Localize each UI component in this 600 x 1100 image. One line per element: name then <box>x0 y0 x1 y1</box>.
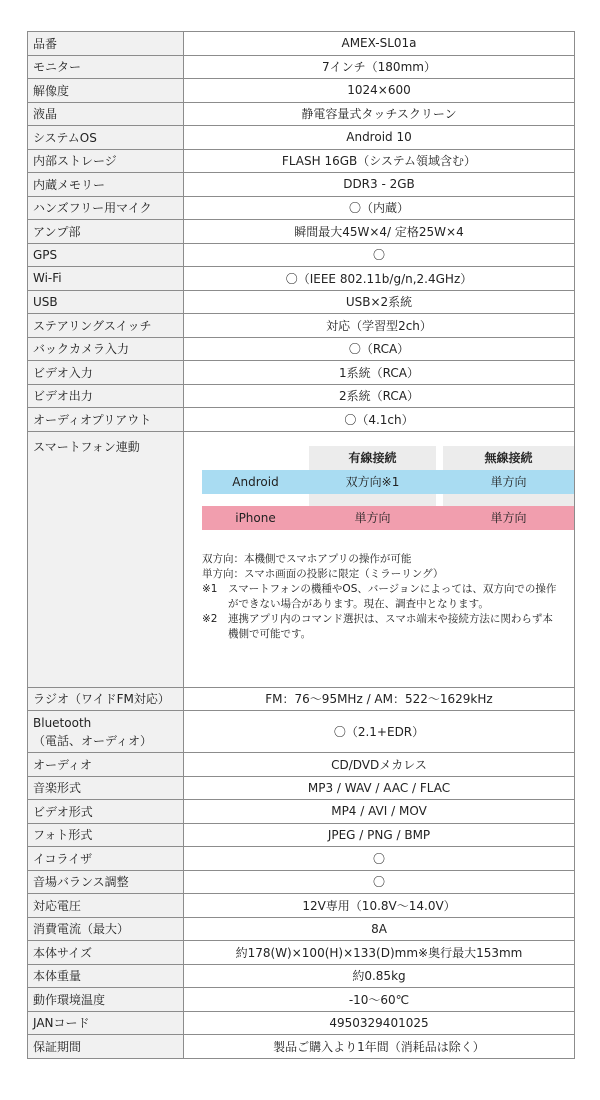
col-header-wireless: 無線接続 <box>443 446 574 470</box>
spec-label: バックカメラ入力 <box>28 337 184 361</box>
spec-value: MP3 / WAV / AAC / FLAC <box>184 776 575 800</box>
spec-value: 〇 <box>184 847 575 871</box>
spec-row <box>28 149 575 173</box>
spec-label: アンプ部 <box>28 220 184 244</box>
spec-row <box>28 800 575 824</box>
spec-label <box>28 711 184 753</box>
android-wired: 双方向※1 <box>345 474 400 489</box>
spec-label: 本体重量 <box>28 964 184 988</box>
spec-table <box>27 31 575 1059</box>
spec-value: JPEG / PNG / BMP <box>184 823 575 847</box>
spec-label-line: Bluetooth <box>33 715 92 730</box>
spec-row <box>28 753 575 777</box>
spec-row <box>28 267 575 291</box>
spec-label: ステアリングスイッチ <box>28 314 184 338</box>
iphone-wired: 単方向 <box>354 510 391 525</box>
spec-value: 8A <box>184 917 575 941</box>
spec-row <box>28 384 575 408</box>
spec-row <box>28 126 575 150</box>
spec-row <box>28 102 575 126</box>
spec-value: 12V専用（10.8V〜14.0V） <box>184 894 575 918</box>
iphone-row <box>202 506 574 530</box>
spec-value: CD/DVDメカレス <box>184 753 575 777</box>
spec-value: 1024×600 <box>184 79 575 103</box>
spec-label: 音場バランス調整 <box>28 870 184 894</box>
spec-row <box>28 941 575 965</box>
spec-label: 保証期間 <box>28 1035 184 1059</box>
spec-label: USB <box>28 290 184 314</box>
spec-value: 1系統（RCA） <box>184 361 575 385</box>
spec-value: 2系統（RCA） <box>184 384 575 408</box>
spec-value: 〇（内蔵） <box>184 196 575 220</box>
spec-row <box>28 361 575 385</box>
spec-label: 品番 <box>28 32 184 56</box>
spec-label: 解像度 <box>28 79 184 103</box>
spec-value: 製品ご購入より1年間（消耗品は除く） <box>184 1035 575 1059</box>
spec-row <box>28 964 575 988</box>
spec-label: 液晶 <box>28 102 184 126</box>
spec-row <box>28 32 575 56</box>
spec-value: MP4 / AVI / MOV <box>184 800 575 824</box>
spec-row <box>28 870 575 894</box>
spec-row <box>28 290 575 314</box>
spec-row <box>28 314 575 338</box>
spec-label: 音楽形式 <box>28 776 184 800</box>
spec-value: 対応（学習型2ch） <box>184 314 575 338</box>
spec-row <box>28 55 575 79</box>
spec-label: JANコード <box>28 1011 184 1035</box>
spec-label: GPS <box>28 243 184 267</box>
spec-label: イコライザ <box>28 847 184 871</box>
spec-row <box>28 823 575 847</box>
spec-row <box>28 79 575 103</box>
spec-value: Android 10 <box>184 126 575 150</box>
spec-label: 内蔵メモリー <box>28 173 184 197</box>
spec-row <box>28 847 575 871</box>
spec-value: -10〜60℃ <box>184 988 575 1012</box>
note-footnote-1: ※1 スマートフォンの機種やOS、バージョンによっては、双方向での操作ができない場合があります。現在、調査中となります。 <box>202 582 557 610</box>
spec-value: 静電容量式タッチスクリーン <box>184 102 575 126</box>
spec-row <box>28 196 575 220</box>
note-bidirectional: 双方向：本機側でスマホアプリの操作が可能 <box>202 552 412 565</box>
android-label: Android <box>232 474 279 489</box>
spec-row <box>28 337 575 361</box>
spec-label: 内部ストレージ <box>28 149 184 173</box>
spec-value: DDR3 - 2GB <box>184 173 575 197</box>
spec-label: システムOS <box>28 126 184 150</box>
iphone-wireless: 単方向 <box>490 510 527 525</box>
spec-row <box>28 711 575 753</box>
spec-row <box>28 220 575 244</box>
spec-row <box>28 894 575 918</box>
spec-label: 動作環境温度 <box>28 988 184 1012</box>
spec-label: オーディオ <box>28 753 184 777</box>
spec-label: ラジオ（ワイドFM対応） <box>28 687 184 711</box>
spec-label: Wi-Fi <box>28 267 184 291</box>
spec-value: 7インチ（180mm） <box>184 55 575 79</box>
spec-value: 約178(W)×100(H)×133(D)mm※奥行最大153mm <box>184 941 575 965</box>
spec-value: 約0.85kg <box>184 964 575 988</box>
spec-value: 〇（IEEE 802.11b/g/n,2.4GHz） <box>184 267 575 291</box>
spec-row <box>28 173 575 197</box>
smartphone-notes <box>202 552 562 642</box>
spec-row <box>28 687 575 711</box>
spec-value: FM：76〜95MHz / AM：522〜1629kHz <box>184 687 575 711</box>
spec-label: 消費電流（最大） <box>28 917 184 941</box>
smartphone-row <box>28 431 575 687</box>
spec-row <box>28 1011 575 1035</box>
spec-label: 本体サイズ <box>28 941 184 965</box>
spec-value: 〇 <box>184 870 575 894</box>
spec-label: 対応電圧 <box>28 894 184 918</box>
grid-spacer <box>443 494 574 506</box>
spec-row <box>28 1035 575 1059</box>
spec-table-body <box>28 32 575 1059</box>
spec-value: 瞬間最大45W×4/ 定格25W×4 <box>184 220 575 244</box>
spec-label: ハンズフリー用マイク <box>28 196 184 220</box>
spec-value: 〇 <box>184 243 575 267</box>
spec-label: モニター <box>28 55 184 79</box>
smartphone-cell <box>184 431 575 687</box>
spec-row <box>28 243 575 267</box>
spec-label: オーディオプリアウト <box>28 408 184 432</box>
spec-value: USB×2系統 <box>184 290 575 314</box>
smartphone-compat-grid <box>202 446 574 540</box>
spec-value: 4950329401025 <box>184 1011 575 1035</box>
col-header-wired: 有線接続 <box>309 446 436 470</box>
spec-value: FLASH 16GB（システム領域含む） <box>184 149 575 173</box>
spec-row <box>28 988 575 1012</box>
note-unidirectional: 単方向：スマホ画面の投影に限定（ミラーリング） <box>202 567 444 580</box>
spec-label: フォト形式 <box>28 823 184 847</box>
spec-label: ビデオ出力 <box>28 384 184 408</box>
note-footnote-2: ※2 連携アプリ内のコマンド選択は、スマホ端末や接続方法に関わらず本機側で可能です。 <box>202 612 553 640</box>
iphone-label: iPhone <box>235 510 276 525</box>
spec-label-line: （電話、オーディオ） <box>33 733 153 748</box>
spec-row <box>28 776 575 800</box>
grid-spacer <box>309 494 436 506</box>
spec-label: ビデオ入力 <box>28 361 184 385</box>
spec-value: AMEX-SL01a <box>184 32 575 56</box>
spec-row <box>28 917 575 941</box>
spec-value: 〇（RCA） <box>184 337 575 361</box>
android-row <box>202 470 574 494</box>
spec-label: スマートフォン連動 <box>28 431 184 687</box>
spec-value: 〇（2.1+EDR） <box>184 711 575 753</box>
spec-label: ビデオ形式 <box>28 800 184 824</box>
android-wireless: 単方向 <box>490 474 527 489</box>
spec-row <box>28 408 575 432</box>
smartphone-panel <box>192 432 574 652</box>
spec-value: 〇（4.1ch） <box>184 408 575 432</box>
